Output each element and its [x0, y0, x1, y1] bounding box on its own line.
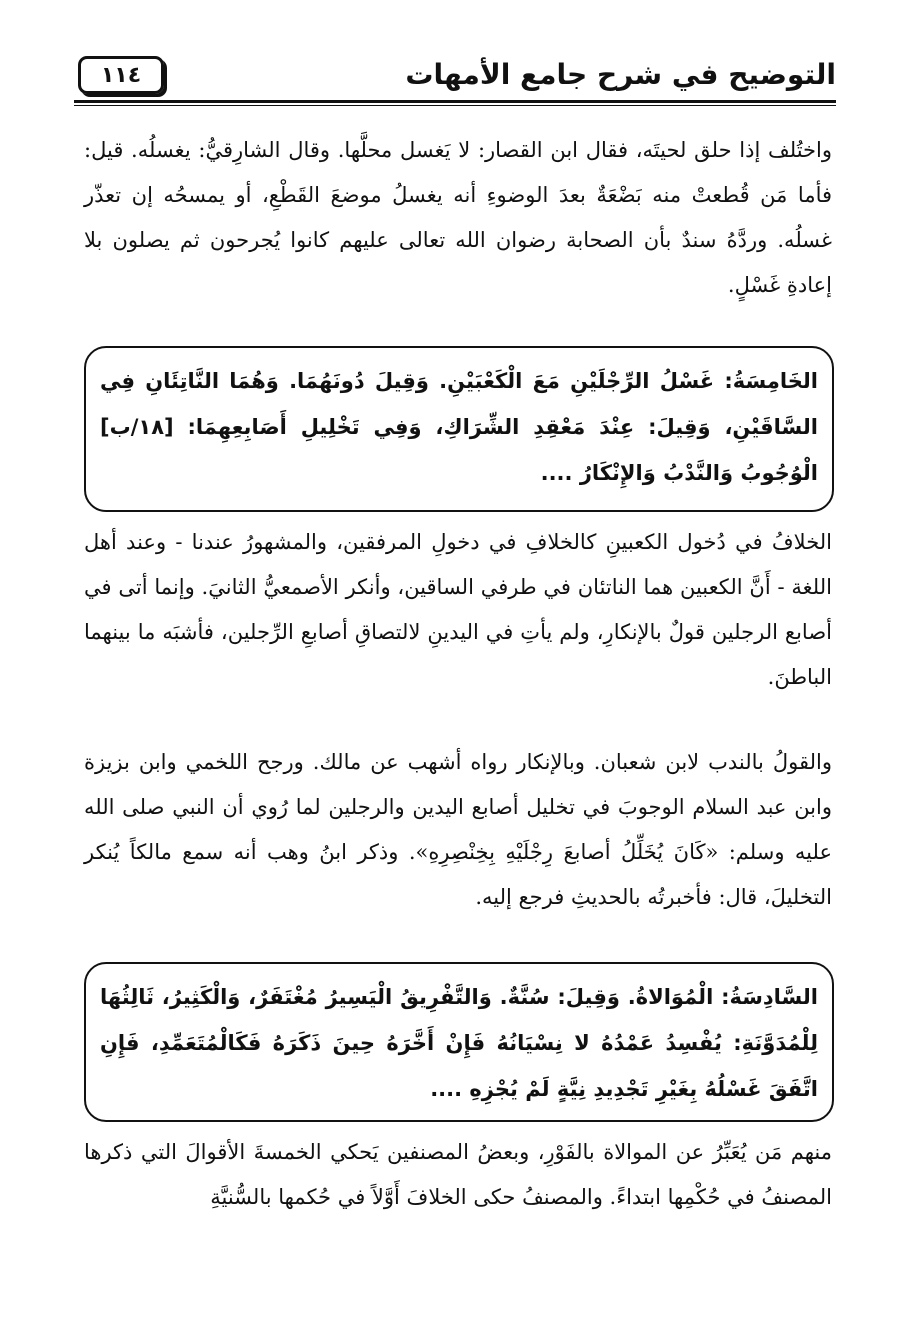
header-divider-thin: [74, 105, 836, 106]
book-title: التوضيح في شرح جامع الأمهات: [405, 58, 836, 91]
header-divider: [74, 100, 836, 103]
page-number: ١١٤: [78, 56, 164, 94]
commentary-paragraph-4: منهم مَن يُعَبِّرُ عن الموالاة بالفَوْرِ، وبعضُ المصنفين يَحكي الخمسةَ الأقوالَ التي ذكرها المصنفُ في حُكْمِها ابتداءً. والمصنفُ حكى الخلافَ أَوَّلاً في حُكمها بالسُّنيَّةِ: [84, 1140, 832, 1209]
page-header: [74, 52, 836, 106]
commentary-paragraph-3: والقولُ بالندب لابن شعبان. وبالإنكار رواه أشهب عن مالك. ورجح اللخمي وابن بزيزة وابن عبد السلام الوجوبَ في تخليل أصابع اليدين والرجلين لما رُوي أن النبي صلى الله عليه وسلم: «كَانَ يُخَلِّلُ أصابعَ رِجْلَيْهِ بِخِنْصِرِهِ». وذكر ابنُ وهب أنه سمع مالكاً يُنكر التخليلَ، قال: فأخبرتُه بالحديثِ فرجع إليه.: [84, 750, 832, 909]
commentary-paragraph-2: الخلافُ في دُخول الكعبينِ كالخلافِ في دخولِ المرفقين، والمشهورُ عندنا - وعند أهل اللغة - أَنَّ الكعبين هما الناتئان في طرفي الساقين، وأنكر الأصمعيُّ الثانيَ. وإنما أتى في أصابع الرجلين قولٌ بالإنكارِ، ولم يأتِ في اليدينِ لالتصاقِ أصابعِ الرِّجلين، فأشبَه ما بينهما الباطنَ.: [84, 530, 832, 689]
commentary-paragraph-1: واختُلف إذا حلق لحيتَه، فقال ابن القصار: لا يَغسل محلَّها. وقال الشارِقيُّ: يغسلُه. قيل: فأما مَن قُطعتْ منه بَضْعَةٌ بعدَ الوضوءِ أنه يغسلُ موضعَ القَطْعِ، أو يمسحُه إن تعذّر غسلُه. وردَّهُ سندٌ بأن الصحابة رضوان الله تعالى عليهم كانوا يُجرحون ثم يصلون بلا إعادةِ غَسْلٍ.: [84, 138, 832, 297]
matn-box-fifth: الخَامِسَةُ: غَسْلُ الرِّجْلَيْنِ مَعَ الْكَعْبَيْنِ. وَقِيلَ دُونَهُمَا. وَهُمَا النَّاتِئَانِ فِي السَّاقَيْنِ، وَقِيلَ: عِنْدَ مَعْقِدِ الشِّرَاكِ، وَفِي تَخْلِيلِ أَصَابِعِهِمَا: [١٨/ب] الْوُجُوبُ وَالنَّدْبُ وَالإِنْكَارُ ....: [84, 346, 834, 512]
matn-box-sixth: السَّادِسَةُ: الْمُوَالاةُ. وَقِيلَ: سُنَّةٌ. وَالتَّفْرِيقُ الْيَسِيرُ مُغْتَفَرٌ، وَالْكَثِيرُ، ثَالِثُهَا لِلْمُدَوَّنَةِ: يُفْسِدُ عَمْدُهُ لا نِسْيَانُهُ فَإِنْ أَخَّرَهُ حِينَ ذَكَرَهُ فَكَالْمُتَعَمِّدِ، فَإِنِ اتَّفَقَ غَسْلُهُ بِغَيْرِ تَجْدِيدِ نِيَّةٍ لَمْ يُجْزِهِ ....: [84, 962, 834, 1122]
